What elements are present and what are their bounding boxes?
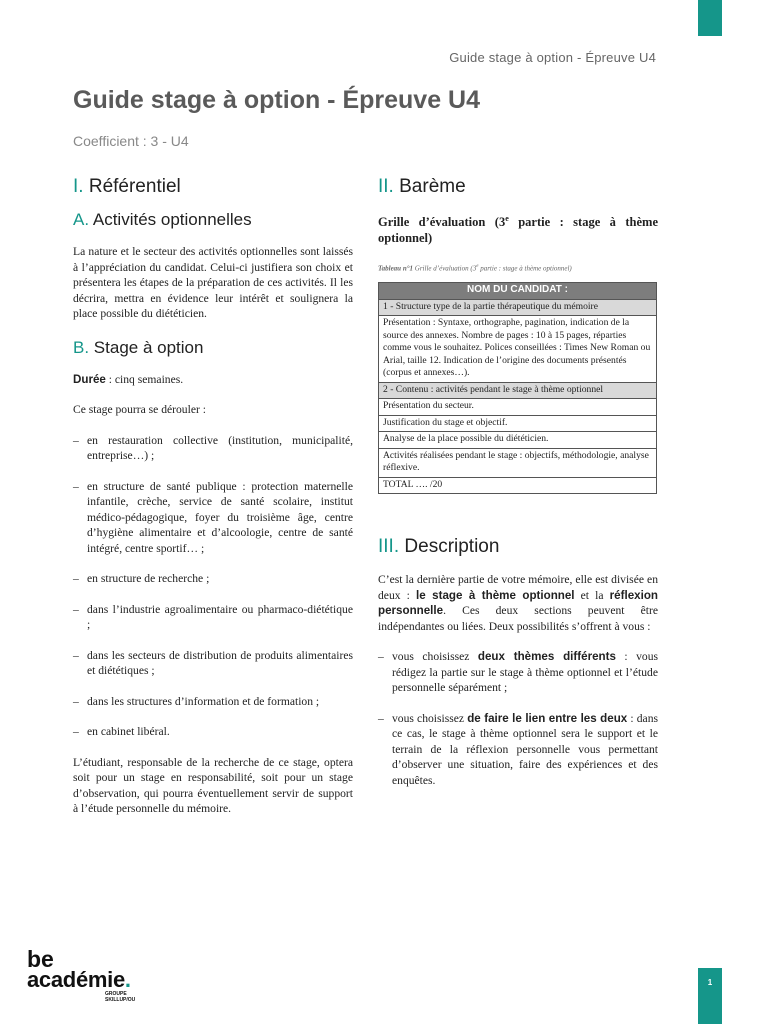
running-head: Guide stage à option - Épreuve U4 xyxy=(449,50,656,65)
grille-title-b: partie : stage à thème optionnel) xyxy=(378,215,658,246)
description-bold-1: le stage à thème optionnel xyxy=(416,588,575,602)
top-accent-bar xyxy=(698,0,722,36)
table-header-cell: NOM DU CANDIDAT : xyxy=(379,283,657,300)
duree-label: Durée xyxy=(73,372,106,386)
left-column xyxy=(73,176,353,817)
activites-paragraph: La nature et le secteur des activités optionnelles sont laissés à l’appréciation du candidat. Celui-ci justifiera son choix et présentera les étapes de la préparation de ces activités. Il les décrira, mettra en évidence leur intérêt et soulignera la place possible du diététicien. xyxy=(73,245,353,320)
subsection-title: Activités optionnelles xyxy=(92,210,252,229)
table-row xyxy=(379,477,657,494)
option-text: vous choisissez xyxy=(392,650,478,664)
page-number-tab xyxy=(698,968,722,1024)
table-cell: Analyse de la place possible du diététicien. xyxy=(379,432,657,449)
option-bold: deux thèmes différents xyxy=(477,650,616,664)
subsection-title: Stage à option xyxy=(93,337,204,357)
table-cell: Présentation du secteur. xyxy=(379,399,657,416)
description-text-2: et la xyxy=(574,588,610,602)
table-caption-label: Tableau n°1 xyxy=(378,264,414,273)
logo-be-text: be xyxy=(27,946,54,972)
page-title: Guide stage à option - Épreuve U4 xyxy=(73,86,481,114)
table-row xyxy=(379,415,657,432)
subsection-number: A. xyxy=(73,210,90,229)
table-row xyxy=(379,299,657,316)
grille-title-sup: e xyxy=(505,214,509,223)
list-item: – en structure de recherche ; xyxy=(73,571,353,587)
list-item: – en cabinet libéral. xyxy=(73,724,353,740)
option-text: : dans ce cas, le stage à thème optionnel sera le support et le terrain de la réflexion personnelle vous permettant d’observer une situation, faire des expériences et des enquêtes. xyxy=(392,711,659,787)
evaluation-table xyxy=(378,282,657,494)
section-bareme-heading xyxy=(378,176,658,198)
description-text-1: C’est la dernière partie de votre mémoire, elle est divisée en deux : xyxy=(378,573,658,602)
option-item-2 xyxy=(378,711,658,789)
duree-text: : cinq semaines. xyxy=(105,372,184,386)
section-title: Référentiel xyxy=(88,176,181,197)
logo-academie xyxy=(27,969,131,991)
description-paragraph xyxy=(378,572,658,634)
description-bold-2: réflexion personnelle xyxy=(378,588,658,618)
description-text-3: . Ces deux sections peuvent être indépendantes ou liées. Deux possibilités s’offrent à vous : xyxy=(378,604,658,633)
list-item: – en restauration collective (institution, municipalité, entreprise…) ; xyxy=(73,433,353,464)
table-caption-sup: e xyxy=(476,264,479,270)
coefficient: Coefficient : 3 - U4 xyxy=(73,133,189,149)
table-row xyxy=(379,382,657,399)
subsection-stage-heading xyxy=(73,338,353,358)
table-caption xyxy=(378,264,658,272)
duree-line xyxy=(73,372,353,388)
grille-title-a: Grille d’évaluation (3 xyxy=(378,215,506,230)
table-section-cell: 2 - Contenu : activités pendant le stage à thème optionnel xyxy=(379,382,657,399)
section-number: II. xyxy=(378,176,394,197)
list-item: – dans les structures d’information et de formation ; xyxy=(73,694,353,710)
section-referentiel-heading xyxy=(73,176,353,198)
list-item: – dans l’industrie agroalimentaire ou pharmaco-diététique ; xyxy=(73,602,353,633)
option-text: : vous rédigez la partie sur le stage à thème optionnel et l’étude personnelle séparément ; xyxy=(392,650,659,695)
section-number: III. xyxy=(378,536,400,558)
table-cell: TOTAL …. /20 xyxy=(379,477,657,494)
option-text: vous choisissez xyxy=(392,711,468,725)
page-number: 1 xyxy=(707,978,713,987)
table-row xyxy=(379,448,657,477)
section-description-heading xyxy=(378,536,658,558)
stage-intro: Ce stage pourra se dérouler : xyxy=(73,403,206,416)
table-row xyxy=(379,432,657,449)
table-caption-text: Grille d’évaluation (3 xyxy=(413,264,477,273)
list-item: – en structure de santé publique : protection maternelle infantile, crèche, service de santé scolaire, institut médico-pédagogique, foyer du troisième âge, centre d’hygiène alimentaire et d’alcoologie, centre de santé intégré, centre sportif… ; xyxy=(73,479,353,557)
grille-title xyxy=(378,211,658,246)
table-cell: Activités réalisées pendant le stage : objectifs, méthodologie, analyse réflexive. xyxy=(379,448,657,477)
logo-dot: . xyxy=(124,967,131,992)
table-cell: Justification du stage et objectif. xyxy=(379,415,657,432)
table-caption-text2: partie : stage à thème optionnel) xyxy=(478,264,572,273)
option-item-1 xyxy=(378,649,658,696)
table-row xyxy=(379,399,657,416)
logo-academie-text: académie xyxy=(27,967,125,992)
table-header-row xyxy=(379,283,657,300)
section-number: I. xyxy=(73,176,84,197)
subsection-number: B. xyxy=(73,337,90,357)
subsection-activites-heading xyxy=(73,210,353,230)
be-academie-logo xyxy=(27,946,157,1003)
section-title: Description xyxy=(404,536,500,558)
table-cell: Présentation : Syntaxe, orthographe, pagination, indication de la source des annexes. Nombre de pages : 10 à 15 pages, réparties comme vous le souhaitez. Polices conseillées : Times New Roman ou Arial, taille 12. Indication de l’origine des documents présentés (corpus et annexes…). xyxy=(379,316,657,383)
section-title: Barème xyxy=(399,176,466,197)
option-bold: de faire le lien entre les deux xyxy=(467,711,628,725)
closing-paragraph: L’étudiant, responsable de la recherche de ce stage, optera soit pour un stage en responsabilité, soit pour un stage d’observation, qui pourra éventuellement servir de support à l’étude personnelle du mémoire. xyxy=(73,755,353,815)
table-row xyxy=(379,316,657,383)
list-item: – dans les secteurs de distribution de produits alimentaires et diététiques ; xyxy=(73,648,353,679)
logo-subtitle: GROUPE SKILLUP/OU xyxy=(105,991,136,1003)
table-section-cell: 1 - Structure type de la partie thérapeutique du mémoire xyxy=(379,299,657,316)
right-column xyxy=(378,176,658,788)
